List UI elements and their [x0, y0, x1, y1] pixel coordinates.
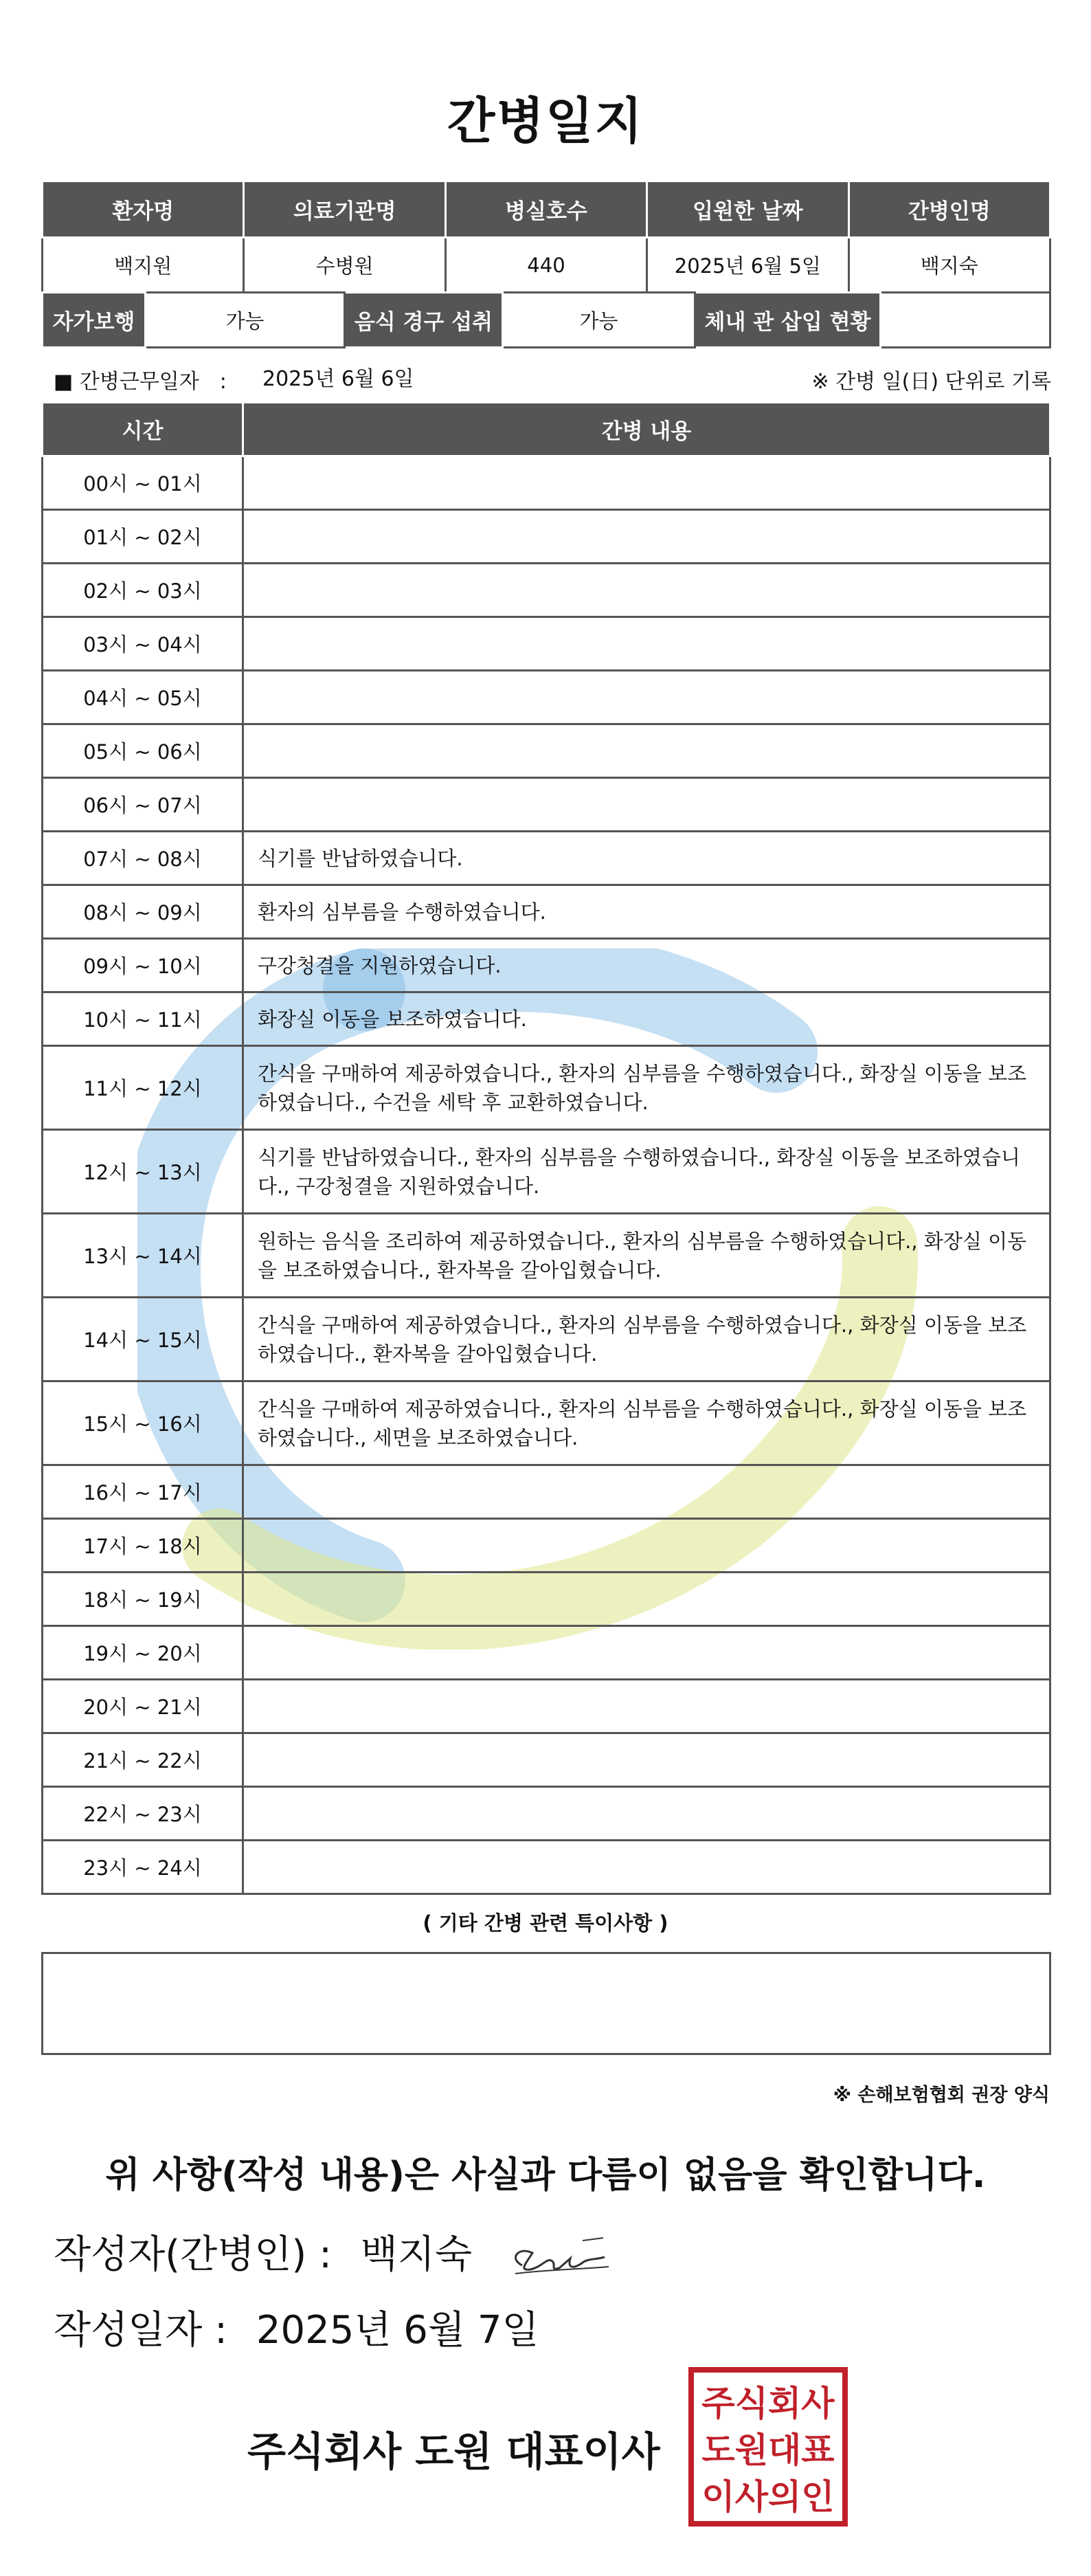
patient-name: 백지원 — [43, 238, 244, 293]
time-cell: 02시 ~ 03시 — [43, 564, 243, 617]
time-cell: 06시 ~ 07시 — [43, 778, 243, 832]
content-cell — [243, 1733, 1050, 1787]
time-cell: 11시 ~ 12시 — [43, 1046, 243, 1130]
header-patient-name: 환자명 — [43, 181, 244, 238]
time-cell: 23시 ~ 24시 — [43, 1841, 243, 1894]
table-row — [43, 510, 1050, 564]
table-row — [43, 832, 1050, 885]
header-time: 시간 — [43, 403, 243, 456]
table-row — [43, 1841, 1050, 1894]
content-cell — [243, 1680, 1050, 1733]
time-cell: 10시 ~ 11시 — [43, 992, 243, 1046]
time-cell: 01시 ~ 02시 — [43, 510, 243, 564]
admission-date: 2025년 6월 5일 — [647, 238, 848, 293]
table-row — [43, 885, 1050, 939]
work-date-value: 2025년 6월 6일 — [262, 367, 414, 391]
time-cell: 15시 ~ 16시 — [43, 1381, 243, 1465]
hospital-name: 수병원 — [244, 238, 445, 293]
header-content: 간병 내용 — [243, 403, 1050, 456]
time-cell: 04시 ~ 05시 — [43, 671, 243, 724]
content-cell: 간식을 구매하여 제공하였습니다., 환자의 심부름을 수행하였습니다., 화장실 이동을 보조하였습니다., 세면을 보조하였습니다. — [243, 1381, 1050, 1465]
patient-status-table — [41, 291, 1051, 348]
header-admission-date: 입원한 날짜 — [647, 181, 848, 238]
time-cell: 00시 ~ 01시 — [43, 456, 243, 510]
content-cell — [243, 1465, 1050, 1519]
header-caregiver: 간병인명 — [848, 181, 1050, 238]
content-cell — [243, 510, 1050, 564]
content-cell: 간식을 구매하여 제공하였습니다., 환자의 심부름을 수행하였습니다., 화장실 이동을 보조하였습니다., 환자복을 갈아입혔습니다. — [243, 1298, 1050, 1381]
content-cell — [243, 456, 1050, 510]
content-cell: 원하는 음식을 조리하여 제공하였습니다., 환자의 심부름을 수행하였습니다., 화장실 이동을 보조하였습니다., 환자복을 갈아입혔습니다. — [243, 1214, 1050, 1298]
table-row — [43, 456, 1050, 510]
self-walk-label: 자가보행 — [43, 293, 146, 348]
tube-label: 체내 관 삽입 현황 — [695, 293, 881, 348]
table-row — [43, 1519, 1050, 1573]
header-hospital: 의료기관명 — [244, 181, 445, 238]
content-cell — [243, 617, 1050, 671]
tube-value — [881, 293, 1050, 348]
time-cell: 13시 ~ 14시 — [43, 1214, 243, 1298]
content-cell — [243, 671, 1050, 724]
writer-line — [54, 2224, 472, 2279]
content-cell — [243, 1787, 1050, 1841]
page-title: 간병일지 — [447, 92, 644, 150]
notes-box — [41, 1952, 1051, 2055]
time-cell: 22시 ~ 23시 — [43, 1787, 243, 1841]
care-log-body — [43, 456, 1050, 1894]
self-walk-value: 가능 — [146, 293, 345, 348]
table-row — [43, 939, 1050, 992]
table-row — [43, 992, 1050, 1046]
oral-intake-label: 음식 경구 섭취 — [345, 293, 503, 348]
table-row — [43, 564, 1050, 617]
table-row — [43, 671, 1050, 724]
time-cell: 09시 ~ 10시 — [43, 939, 243, 992]
content-cell: 식기를 반납하였습니다. — [243, 832, 1050, 885]
content-cell: 식기를 반납하였습니다., 환자의 심부름을 수행하였습니다., 화장실 이동을 보조하였습니다., 구강청결을 지원하였습니다. — [243, 1130, 1050, 1214]
content-cell: 구강청결을 지원하였습니다. — [243, 939, 1050, 992]
table-row — [43, 778, 1050, 832]
work-date-label: ■ 간병근무일자 : — [54, 370, 227, 394]
table-row — [43, 1680, 1050, 1733]
table-row — [43, 1214, 1050, 1298]
writer-name: 백지숙 — [360, 2232, 473, 2277]
confirmation-statement: 위 사항(작성 내용)은 사실과 다름이 없음을 확인합니다. — [105, 2155, 986, 2196]
time-cell: 03시 ~ 04시 — [43, 617, 243, 671]
seal-line-2: 도원대표 — [701, 2430, 835, 2470]
content-cell — [243, 724, 1050, 778]
time-cell: 12시 ~ 13시 — [43, 1130, 243, 1214]
content-cell — [243, 1573, 1050, 1626]
time-cell: 19시 ~ 20시 — [43, 1626, 243, 1680]
header-room: 병실호수 — [445, 181, 646, 238]
table-row — [43, 1046, 1050, 1130]
date-line — [54, 2300, 539, 2355]
time-cell: 21시 ~ 22시 — [43, 1733, 243, 1787]
content-cell — [243, 1519, 1050, 1573]
table-row — [43, 1573, 1050, 1626]
table-row — [43, 1465, 1050, 1519]
signature-image — [502, 2231, 611, 2286]
work-date-note: ※ 간병 일(日) 단위로 기록 — [811, 370, 1051, 394]
content-cell: 환자의 심부름을 수행하였습니다. — [243, 885, 1050, 939]
table-row — [43, 1381, 1050, 1465]
seal-line-1: 주식회사 — [701, 2384, 835, 2423]
time-cell: 07시 ~ 08시 — [43, 832, 243, 885]
table-row — [43, 1130, 1050, 1214]
table-row — [43, 1626, 1050, 1680]
date-value: 2025년 6월 7일 — [256, 2308, 539, 2353]
content-cell — [243, 564, 1050, 617]
time-cell: 17시 ~ 18시 — [43, 1519, 243, 1573]
notes-title: ( 기타 간병 관련 특이사항 ) — [423, 1911, 668, 1935]
care-log-table — [41, 401, 1051, 1895]
table-row — [43, 617, 1050, 671]
content-cell: 화장실 이동을 보조하였습니다. — [243, 992, 1050, 1046]
form-note: ※ 손해보험협회 권장 양식 — [833, 2085, 1050, 2106]
table-row — [43, 1787, 1050, 1841]
time-cell: 14시 ~ 15시 — [43, 1298, 243, 1381]
room-number: 440 — [445, 238, 646, 293]
content-cell — [243, 778, 1050, 832]
seal-line-3: 이사의인 — [701, 2477, 835, 2517]
content-cell — [243, 1626, 1050, 1680]
date-label: 작성일자 : — [54, 2308, 228, 2353]
table-row — [43, 1733, 1050, 1787]
table-row — [43, 724, 1050, 778]
table-row — [43, 1298, 1050, 1381]
caregiver-name: 백지숙 — [848, 238, 1050, 293]
time-cell: 08시 ~ 09시 — [43, 885, 243, 939]
time-cell: 16시 ~ 17시 — [43, 1465, 243, 1519]
time-cell: 18시 ~ 19시 — [43, 1573, 243, 1626]
time-cell: 20시 ~ 21시 — [43, 1680, 243, 1733]
content-cell: 간식을 구매하여 제공하였습니다., 환자의 심부름을 수행하였습니다., 화장실 이동을 보조하였습니다., 수건을 세탁 후 교환하였습니다. — [243, 1046, 1050, 1130]
content-cell — [243, 1841, 1050, 1894]
time-cell: 05시 ~ 06시 — [43, 724, 243, 778]
patient-info-table — [41, 180, 1051, 293]
writer-label: 작성자(간병인) : — [54, 2232, 332, 2277]
company-seal — [687, 2366, 849, 2528]
company-name: 주식회사 도원 대표이사 — [247, 2428, 660, 2475]
oral-intake-value: 가능 — [503, 293, 695, 348]
